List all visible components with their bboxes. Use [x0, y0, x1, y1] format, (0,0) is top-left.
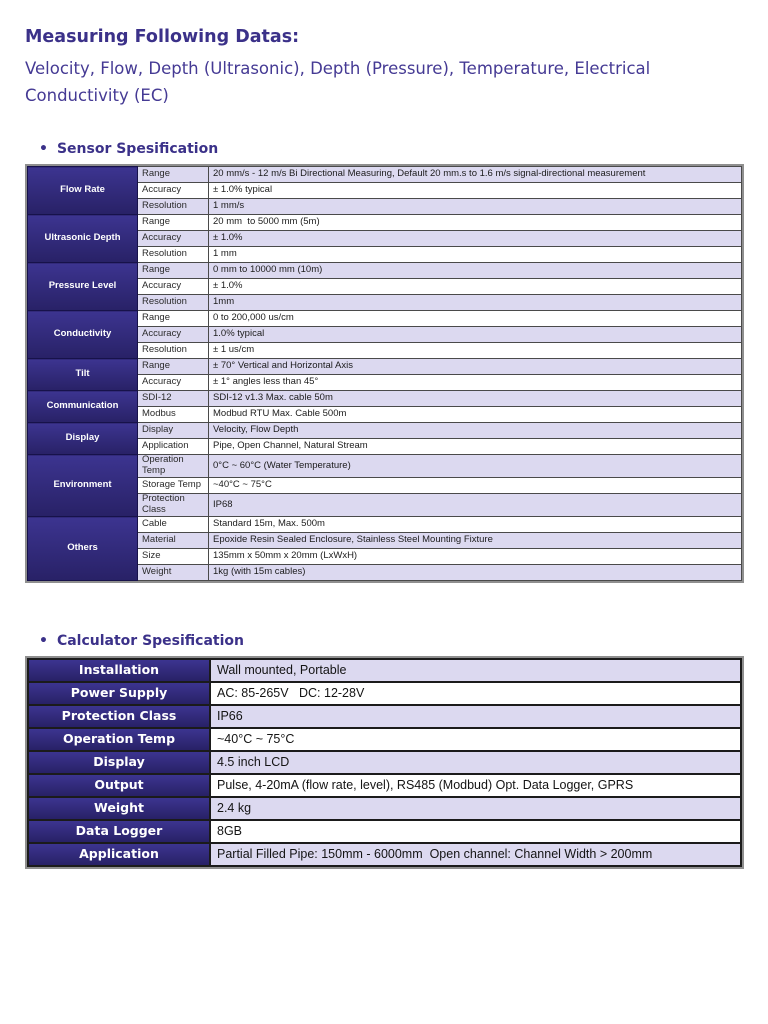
calculator-table-row — [28, 751, 741, 774]
sensor-group-header: Environment — [28, 455, 138, 517]
calculator-section-heading-label: Calculator Spesification — [56, 633, 245, 650]
calculator-row-header: Data Logger — [28, 820, 210, 843]
calculator-table-row — [28, 797, 741, 820]
spec-label: Accuracy — [138, 375, 209, 391]
sensor-group-header: Display — [28, 423, 138, 455]
spec-label: Modbus — [138, 407, 209, 423]
spec-value: Velocity, Flow Depth — [209, 423, 742, 439]
sensor-table-row — [28, 455, 742, 478]
sensor-group-header: Communication — [28, 391, 138, 423]
calculator-row-value: AC: 85-265V DC: 12-28V — [210, 682, 741, 705]
spec-value: 0 mm to 10000 mm (10m) — [209, 263, 742, 279]
sensor-table-row — [28, 517, 742, 533]
calculator-row-header: Display — [28, 751, 210, 774]
sensor-group-header: Conductivity — [28, 311, 138, 359]
spec-value: Pipe, Open Channel, Natural Stream — [209, 439, 742, 455]
calculator-row-header: Operation Temp — [28, 728, 210, 751]
spec-value: ± 1° angles less than 45° — [209, 375, 742, 391]
calculator-spec-table — [27, 658, 742, 867]
spec-value: Modbud RTU Max. Cable 500m — [209, 407, 742, 423]
calculator-spec-table-body — [28, 659, 741, 866]
spec-label: Range — [138, 215, 209, 231]
calculator-table-row — [28, 843, 741, 866]
spec-label: Application — [138, 439, 209, 455]
bullet-icon: • — [39, 633, 48, 650]
spec-label: Storage Temp — [138, 478, 209, 494]
spec-value: 20 mm to 5000 mm (5m) — [209, 215, 742, 231]
spec-label: Display — [138, 423, 209, 439]
spec-value: 1kg (with 15m cables) — [209, 565, 742, 581]
sensor-group-header: Ultrasonic Depth — [28, 215, 138, 263]
sensor-group-header: Tilt — [28, 359, 138, 391]
sensor-spec-table-body — [28, 167, 742, 581]
calculator-row-header: Protection Class — [28, 705, 210, 728]
spec-label: Size — [138, 549, 209, 565]
spec-value: 1 mm — [209, 247, 742, 263]
calculator-row-value: Wall mounted, Portable — [210, 659, 741, 682]
spec-value: 135mm x 50mm x 20mm (LxWxH) — [209, 549, 742, 565]
sensor-section-heading — [39, 141, 768, 157]
calculator-table-row — [28, 774, 741, 797]
spec-label: Range — [138, 263, 209, 279]
calculator-row-header: Output — [28, 774, 210, 797]
spec-value: ~40°C ~ 75°C — [209, 478, 742, 494]
sensor-section-heading-label: Sensor Spesification — [56, 141, 219, 158]
spec-label: Material — [138, 533, 209, 549]
calculator-row-value: 8GB — [210, 820, 741, 843]
sensor-table-row — [28, 167, 742, 183]
spec-value: SDI-12 v1.3 Max. cable 50m — [209, 391, 742, 407]
sensor-group-header: Others — [28, 517, 138, 581]
sensor-table-row — [28, 423, 742, 439]
calculator-row-value: IP66 — [210, 705, 741, 728]
spec-value: 0°C ~ 60°C (Water Temperature) — [209, 455, 742, 478]
sensor-spec-table-frame — [25, 164, 744, 583]
section-sensor-spec — [25, 141, 768, 583]
spec-label: Operation Temp — [138, 455, 209, 478]
spec-value: ± 70° Vertical and Horizontal Axis — [209, 359, 742, 375]
calculator-table-row — [28, 682, 741, 705]
calculator-row-value: 4.5 inch LCD — [210, 751, 741, 774]
spec-label: Range — [138, 167, 209, 183]
sensor-table-row — [28, 263, 742, 279]
spec-value: 1mm — [209, 295, 742, 311]
calculator-row-value: Pulse, 4-20mA (flow rate, level), RS485 (Modbud) Opt. Data Logger, GPRS — [210, 774, 741, 797]
spec-value: 0 to 200,000 us/cm — [209, 311, 742, 327]
calculator-row-header: Power Supply — [28, 682, 210, 705]
spec-label: Accuracy — [138, 279, 209, 295]
sensor-group-header: Pressure Level — [28, 263, 138, 311]
bullet-icon: • — [39, 141, 48, 158]
spec-label: Resolution — [138, 343, 209, 359]
spec-label: Accuracy — [138, 231, 209, 247]
spec-label: Protection Class — [138, 494, 209, 517]
spec-value: 20 mm/s - 12 m/s Bi Directional Measuring, Default 20 mm.s to 1.6 m/s signal-directional measurement — [209, 167, 742, 183]
spec-value: 1.0% typical — [209, 327, 742, 343]
spec-value: 1 mm/s — [209, 199, 742, 215]
calculator-row-value: 2.4 kg — [210, 797, 741, 820]
spec-label: Weight — [138, 565, 209, 581]
calculator-table-row — [28, 820, 741, 843]
page-title: Measuring Following Datas: — [25, 27, 300, 47]
spec-label: Accuracy — [138, 327, 209, 343]
calculator-table-row — [28, 728, 741, 751]
spec-value: ± 1.0% — [209, 231, 742, 247]
calculator-table-row — [28, 659, 741, 682]
calculator-section-heading — [39, 633, 768, 649]
spec-label: Resolution — [138, 295, 209, 311]
spec-value: ± 1 us/cm — [209, 343, 742, 359]
calculator-row-value: Partial Filled Pipe: 150mm - 6000mm Open channel: Channel Width > 200mm — [210, 843, 741, 866]
spec-value: IP68 — [209, 494, 742, 517]
spec-label: SDI-12 — [138, 391, 209, 407]
sensor-table-row — [28, 359, 742, 375]
sensor-table-row — [28, 311, 742, 327]
spec-value: ± 1.0% typical — [209, 183, 742, 199]
spec-label: Accuracy — [138, 183, 209, 199]
calculator-row-value: ~40°C ~ 75°C — [210, 728, 741, 751]
sensor-table-row — [28, 391, 742, 407]
sensor-table-row — [28, 215, 742, 231]
spec-label: Range — [138, 359, 209, 375]
calculator-row-header: Installation — [28, 659, 210, 682]
spec-label: Range — [138, 311, 209, 327]
calculator-row-header: Weight — [28, 797, 210, 820]
calculator-row-header: Application — [28, 843, 210, 866]
section-calculator-spec — [25, 633, 768, 869]
sensor-group-header: Flow Rate — [28, 167, 138, 215]
spec-value: Epoxide Resin Sealed Enclosure, Stainless Steel Mounting Fixture — [209, 533, 742, 549]
sensor-spec-table — [27, 166, 742, 581]
calculator-spec-table-frame — [25, 656, 744, 869]
spec-value: Standard 15m, Max. 500m — [209, 517, 742, 533]
calculator-table-row — [28, 705, 741, 728]
spec-label: Resolution — [138, 247, 209, 263]
page-subtitle: Velocity, Flow, Depth (Ultrasonic), Depth (Pressure), Temperature, Electrical Conductivity (EC) — [25, 59, 651, 105]
spec-label: Cable — [138, 517, 209, 533]
spec-value: ± 1.0% — [209, 279, 742, 295]
spec-label: Resolution — [138, 199, 209, 215]
